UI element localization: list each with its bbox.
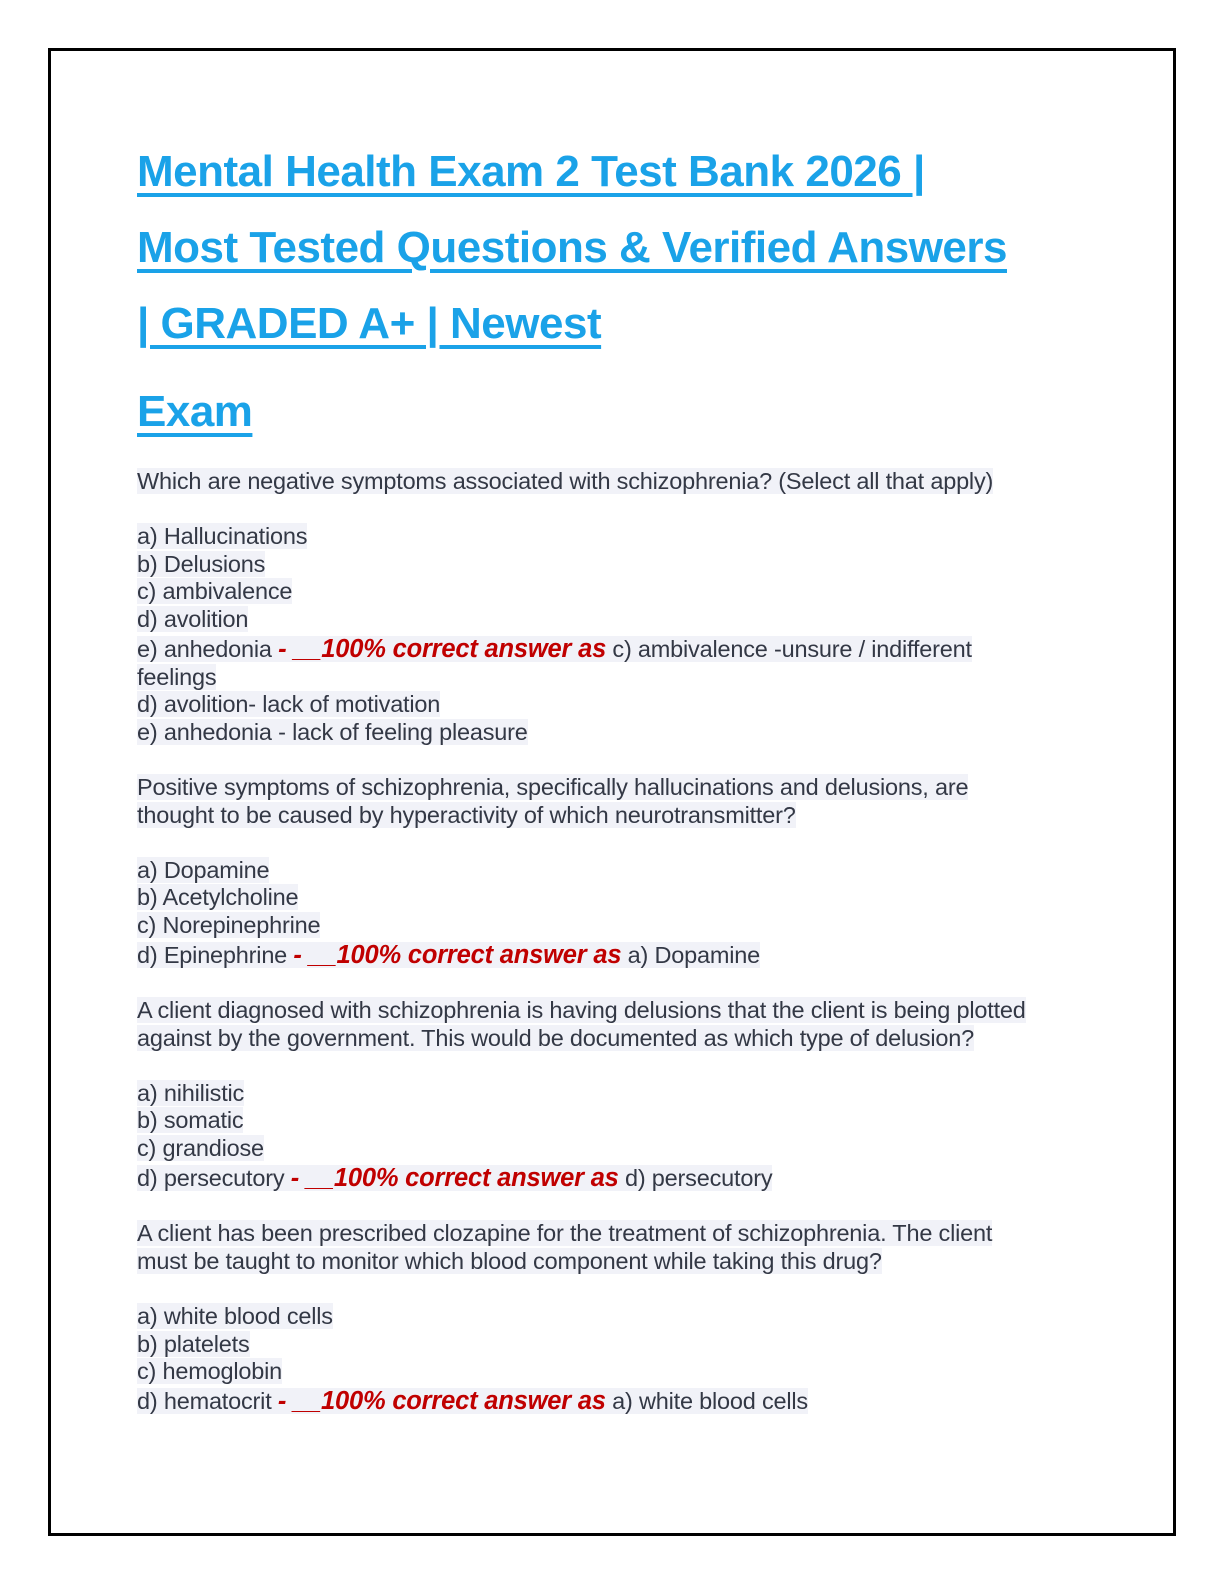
text-run: a) white blood cells: [605, 1387, 808, 1414]
text-run: a) Dopamine: [137, 856, 270, 883]
text-run: d) Epinephrine: [137, 941, 294, 968]
document-line: [137, 578, 1097, 606]
highlighted-text: [137, 802, 796, 828]
document-line: [137, 634, 1097, 664]
text-run: c) ambivalence -unsure / indifferent: [606, 635, 972, 662]
text-run: a) white blood cells: [137, 1303, 333, 1330]
document-line: [137, 1163, 1097, 1193]
answer-marker: - __100% correct answer as: [278, 634, 607, 663]
text-run: a) Hallucinations: [137, 523, 308, 550]
document-line: [137, 746, 1097, 774]
text-run: Positive symptoms of schizophrenia, specifically hallucinations and delusions, are: [137, 773, 969, 800]
text-run: a) nihilistic: [137, 1079, 245, 1106]
text-run: d) avolition- lack of motivation: [137, 691, 441, 718]
document-line: [137, 1220, 1097, 1248]
text-run: d) persecutory: [137, 1164, 291, 1191]
answer-marker: - __100% correct answer as: [290, 1163, 619, 1192]
document-line: [137, 1386, 1097, 1416]
document-line: [137, 719, 1097, 747]
text-run: d) hematocrit: [137, 1387, 278, 1414]
answer-marker: - __100% correct answer as: [277, 1386, 606, 1415]
document-line: [137, 884, 1097, 912]
highlighted-text: [137, 578, 292, 604]
highlighted-text: [137, 636, 972, 662]
document-line: [137, 802, 1097, 830]
text-run: c) Norepinephrine: [137, 911, 321, 938]
document-line: [137, 1052, 1097, 1080]
document-line: [137, 997, 1097, 1025]
document-line: [137, 1080, 1097, 1108]
text-run: c) grandiose: [137, 1135, 264, 1162]
highlighted-text: [137, 1135, 264, 1161]
answer-marker: - __100% correct answer as: [293, 940, 622, 969]
text-run: b) Delusions: [137, 550, 266, 577]
text-run: b) platelets: [137, 1330, 250, 1357]
highlighted-text: [137, 997, 1026, 1023]
document-line: [137, 857, 1097, 885]
highlighted-text: [137, 884, 298, 910]
highlighted-text: [137, 468, 993, 494]
document-line: [137, 551, 1097, 579]
document-line: [137, 1358, 1097, 1386]
document-line: [137, 664, 1097, 692]
document-line: [137, 912, 1097, 940]
document-body: [137, 468, 1097, 1416]
text-run: thought to be caused by hyperactivity of which neurotransmitter?: [137, 801, 796, 828]
text-run: feelings: [137, 663, 217, 690]
highlighted-text: [137, 606, 248, 632]
text-run: e) anhedonia - lack of feeling pleasure: [137, 718, 528, 745]
highlighted-text: [137, 523, 307, 549]
document-line: [137, 774, 1097, 802]
highlighted-text: [137, 1025, 974, 1051]
highlighted-text: [137, 551, 265, 577]
highlighted-text: [137, 1358, 282, 1384]
highlighted-text: [137, 1080, 244, 1106]
document-title: [137, 134, 1097, 450]
document-line: [137, 1135, 1097, 1163]
highlighted-text: [137, 664, 216, 690]
highlighted-text: [137, 1388, 808, 1414]
highlighted-text: [137, 1165, 772, 1191]
document-line: [137, 606, 1097, 634]
highlighted-text: [137, 1107, 243, 1133]
document-line: [137, 496, 1097, 524]
text-run: Which are negative symptoms associated with schizophrenia? (Select all that apply): [137, 468, 994, 494]
highlighted-text: [137, 1220, 992, 1246]
text-run: against by the government. This would be documented as which type of delusion?: [137, 1024, 975, 1051]
document-line: [137, 1248, 1097, 1276]
text-run: b) somatic: [137, 1107, 244, 1134]
text-run: b) Acetylcholine: [137, 884, 299, 911]
highlighted-text: [137, 857, 269, 883]
document-line: [137, 829, 1097, 857]
text-run: a) Dopamine: [621, 941, 760, 968]
document-line: [137, 1303, 1097, 1331]
highlighted-text: [137, 1331, 250, 1357]
highlighted-text: [137, 691, 440, 717]
highlighted-text: [137, 719, 528, 745]
document-line: [137, 468, 1097, 496]
text-run: c) ambivalence: [137, 578, 293, 605]
highlighted-text: [137, 942, 760, 968]
text-run: A client has been prescribed clozapine for the treatment of schizophrenia. The client: [137, 1220, 993, 1247]
highlighted-text: [137, 774, 968, 800]
document-line: [137, 970, 1097, 998]
document-line: [137, 1107, 1097, 1135]
text-run: d) avolition: [137, 605, 249, 632]
text-run: c) hemoglobin: [137, 1358, 283, 1385]
highlighted-text: [137, 912, 320, 938]
text-run: must be taught to monitor which blood component while taking this drug?: [137, 1247, 882, 1274]
title-line-2: Most Tested Questions & Verified Answers: [137, 223, 1007, 272]
text-run: e) anhedonia: [137, 635, 279, 662]
document-line: [137, 691, 1097, 719]
document-line: [137, 523, 1097, 551]
document-line: [137, 1275, 1097, 1303]
document-subtitle: Exam: [137, 387, 253, 436]
page-content: [137, 134, 1097, 1416]
highlighted-text: [137, 1248, 882, 1274]
highlighted-text: [137, 1303, 333, 1329]
title-line-1: Mental Health Exam 2 Test Bank 2026 |: [137, 147, 925, 196]
document-line: [137, 1331, 1097, 1359]
title-line-3: | GRADED A+ | Newest: [137, 299, 602, 348]
document-line: [137, 940, 1097, 970]
document-line: [137, 1193, 1097, 1221]
document-line: [137, 1025, 1097, 1053]
text-run: A client diagnosed with schizophrenia is having delusions that the client is being plotted: [137, 997, 1026, 1024]
text-run: d) persecutory: [618, 1164, 773, 1191]
